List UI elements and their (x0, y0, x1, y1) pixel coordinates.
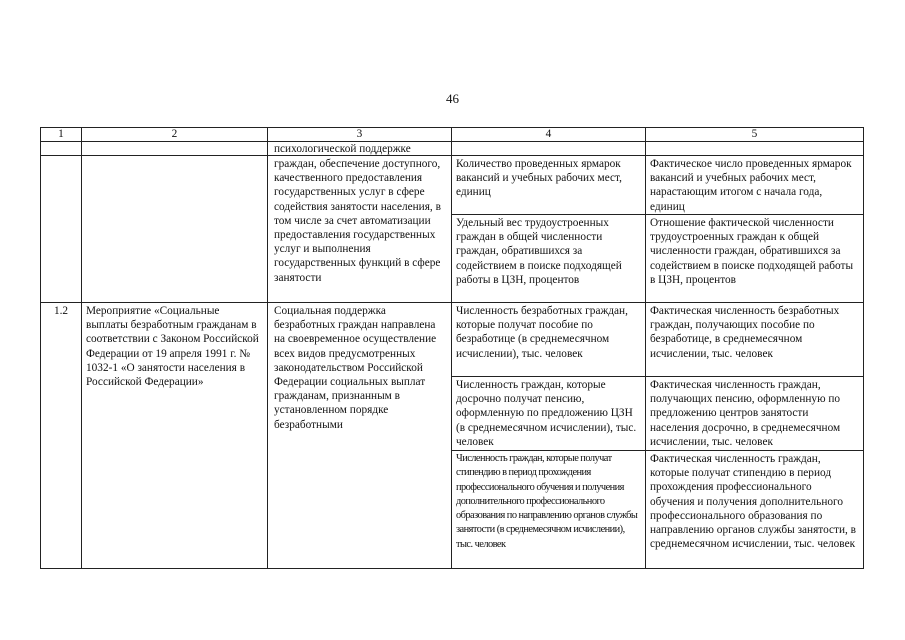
table-cell (452, 142, 646, 156)
table-cell: Численность граждан, которые получат стипендию в период прохождения профессионального обучения и получения дополнительного профессионального образования по направлению органов службы занятости (в среднемесячном исчислении), тыс. человек (452, 451, 646, 569)
table-cell: Фактическая численность граждан, которые получат стипендию в период прохождения профессионального обучения и получения дополнительного профессионального образования по направлению органов службы занятости, в среднемесячном исчислении, тыс. человек (646, 451, 864, 569)
page-number: 46 (446, 91, 459, 106)
column-header: 4 (452, 128, 646, 142)
column-header: 5 (646, 128, 864, 142)
table-cell: Социальная поддержка безработных граждан направлена на своевременное осуществление всех видов предусмотренных законодательством Российской Федерации социальных выплат гражданам, признанным в установленном порядке безработными (268, 303, 452, 569)
table-cell (82, 156, 268, 303)
table-cell: Численность граждан, которые досрочно получат пенсию, оформленную по предложению ЦЗН (в среднемесячном исчислении), тыс. человек (452, 377, 646, 451)
table-row (41, 142, 864, 156)
table-row (41, 156, 864, 215)
table-cell: Отношение фактической численности трудоустроенных граждан к общей численности граждан, обратившихся за содействием в поиске подходящей работы в ЦЗН, процентов (646, 215, 864, 303)
table-cell: Удельный вес трудоустроенных граждан в общей численности граждан, обратившихся за содействием в поиске подходящей работы в ЦЗН, процентов (452, 215, 646, 303)
table-cell (646, 142, 864, 156)
table-cell: Фактическая численность граждан, получающих пенсию, оформленную по предложению центров занятости населения досрочно, в среднемесячном исчислении, тыс. человек (646, 377, 864, 451)
table-cell: психологической поддержке (268, 142, 452, 156)
table-cell: граждан, обеспечение доступного, качественного предоставления государственных услуг в сфере содействия занятости населения, в том числе за счет автоматизации предоставления государственных услуг и выполнения государственных функций в сфере занятости (268, 156, 452, 303)
table-cell (41, 142, 82, 156)
table-row (41, 303, 864, 377)
table-cell (41, 156, 82, 303)
column-header: 2 (82, 128, 268, 142)
table-cell: Численность безработных граждан, которые получат пособие по безработице (в среднемесячном исчислении), тыс. человек (452, 303, 646, 377)
table-cell: Фактическая численность безработных граждан, получающих пособие по безработице, в среднемесячном исчислении, тыс. человек (646, 303, 864, 377)
table-cell (82, 142, 268, 156)
table-cell: Фактическое число проведенных ярмарок вакансий и учебных рабочих мест, нарастающим итогом с начала года, единиц (646, 156, 864, 215)
column-header: 3 (268, 128, 452, 142)
indicators-table (40, 127, 864, 569)
table-cell: Мероприятие «Социальные выплаты безработным гражданам в соответствии с Законом Российской Федерации от 19 апреля 1991 г. № 1032-1 «О занятости населения в Российской Федерации» (82, 303, 268, 569)
table-cell: Количество проведенных ярмарок вакансий и учебных рабочих мест, единиц (452, 156, 646, 215)
row-number: 1.2 (41, 303, 82, 569)
column-header: 1 (41, 128, 82, 142)
table-header-row (41, 128, 864, 142)
